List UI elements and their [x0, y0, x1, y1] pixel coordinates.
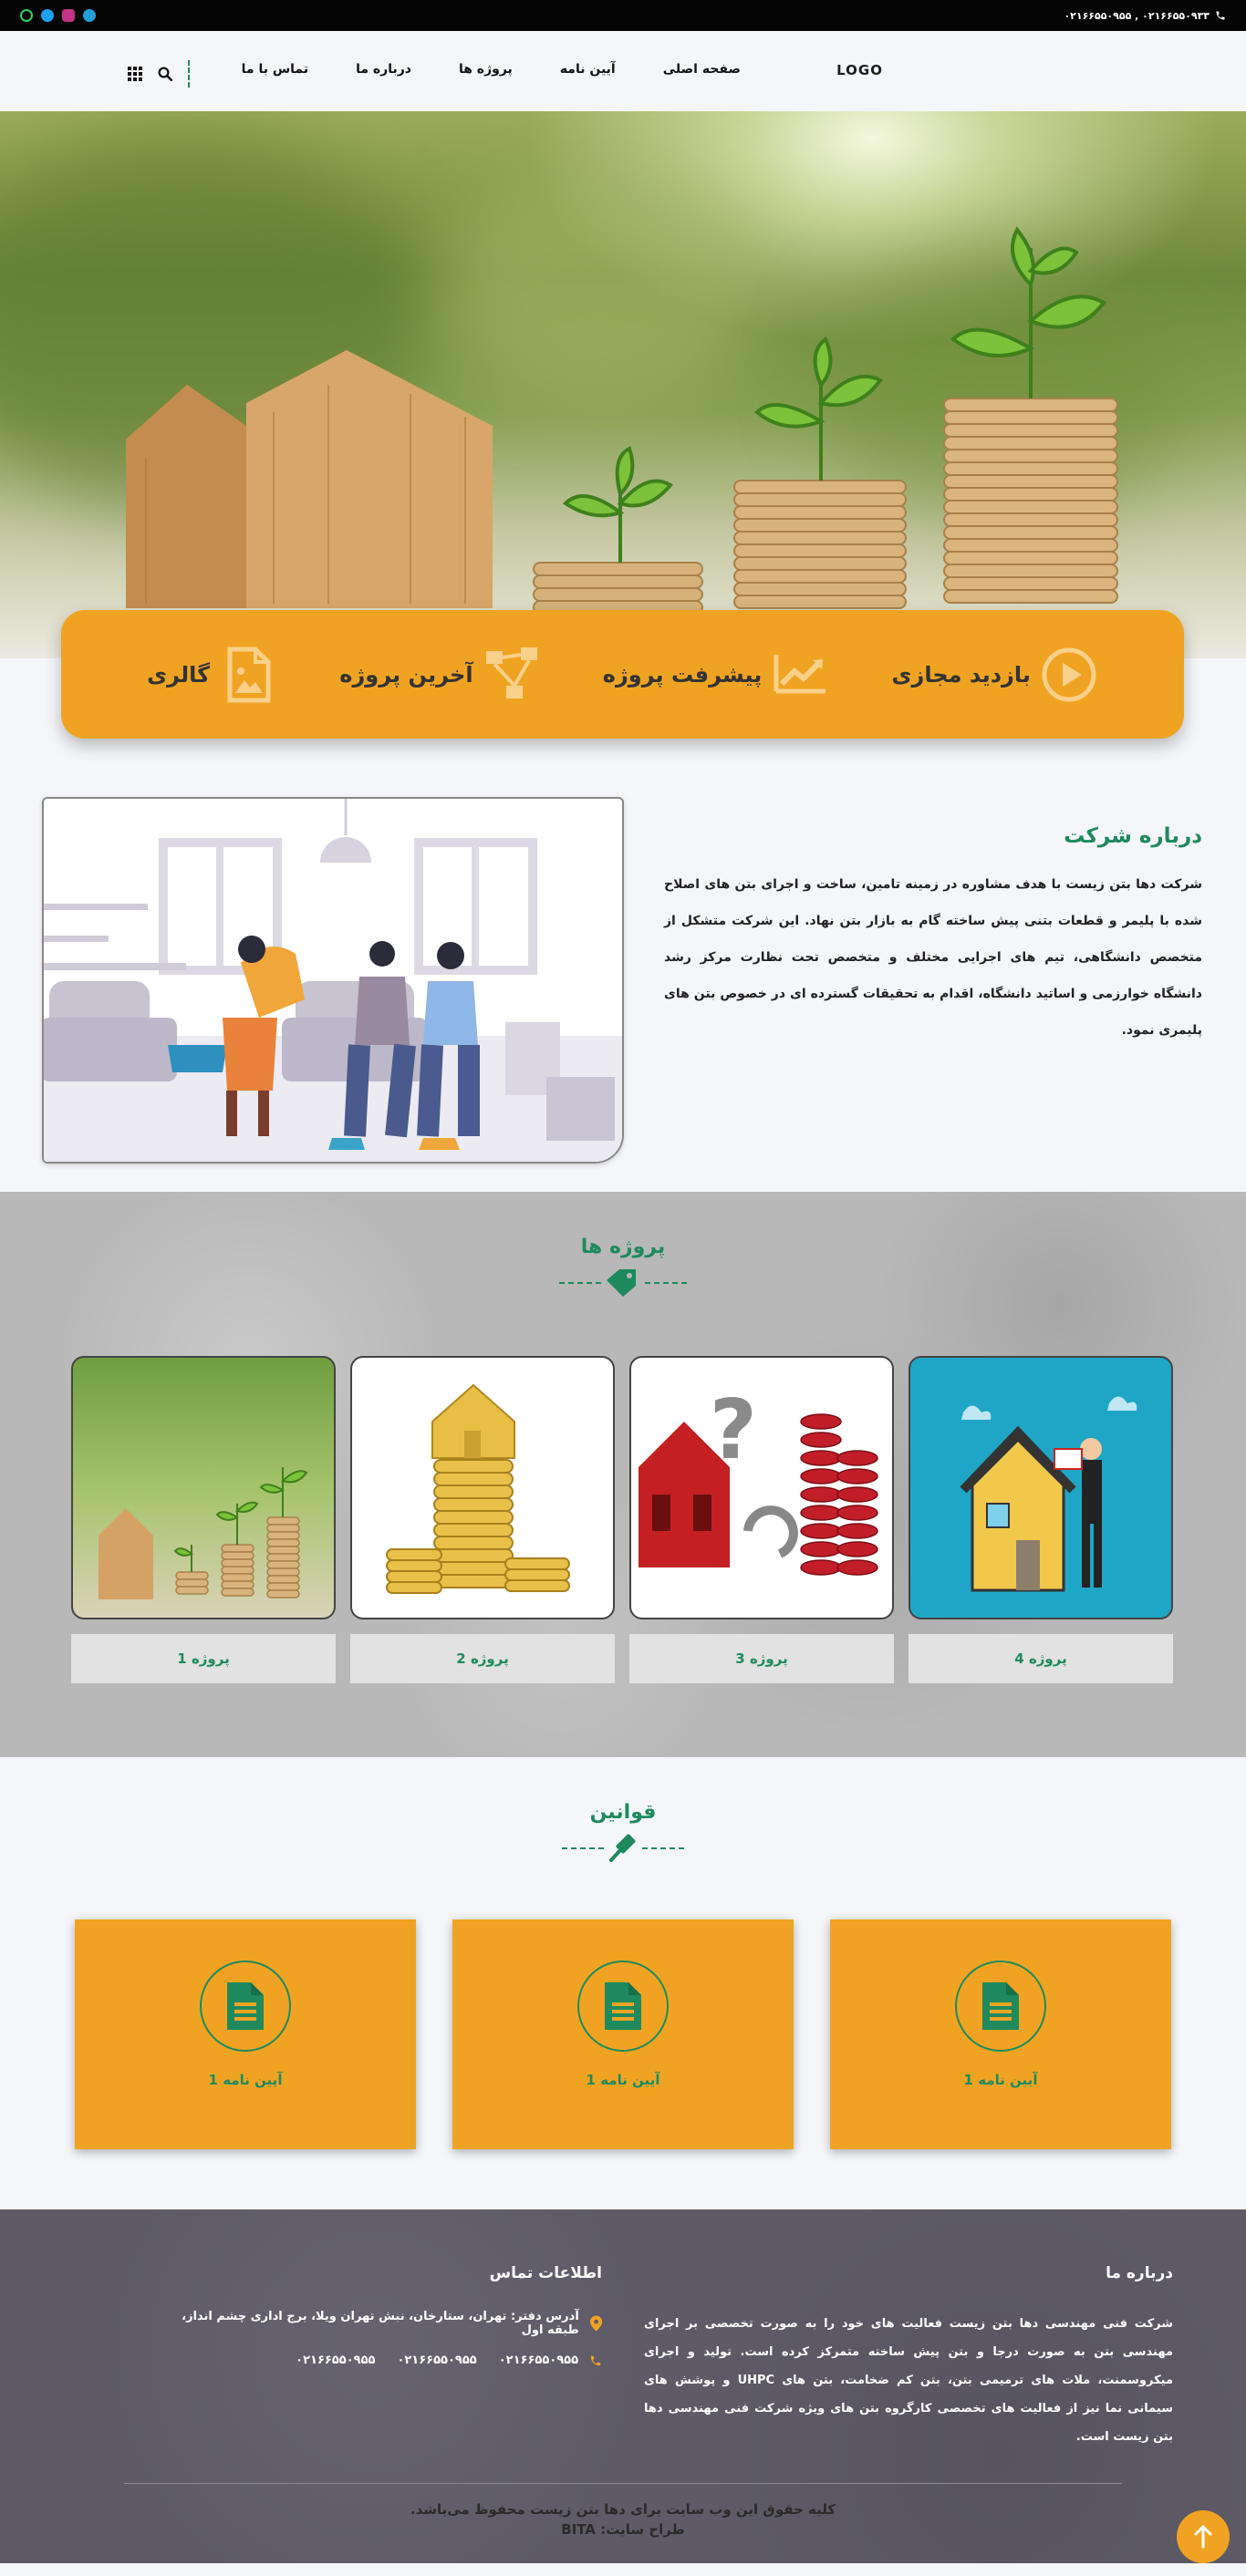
nav-tools	[128, 60, 190, 88]
nav-divider	[188, 60, 190, 88]
rule-icon-circle	[577, 1960, 669, 2052]
grid-menu-icon[interactable]	[128, 67, 142, 81]
project-image[interactable]	[629, 1356, 894, 1619]
footer-phone[interactable]: ۰۲۱۶۶۵۵۰۹۵۵	[296, 2354, 376, 2367]
project-card[interactable]	[909, 1356, 1173, 1683]
feature-virtual-tour-label: بازدید مجازی	[891, 661, 1031, 688]
top-bar	[0, 0, 1246, 31]
rule-label[interactable]: آیین نامه 1	[586, 2072, 660, 2088]
house-coins-image	[629, 1358, 892, 1619]
footer-phone[interactable]: ۰۲۱۶۶۵۵۰۹۵۵	[498, 2354, 578, 2367]
document-icon	[981, 1981, 1021, 2032]
twitter-icon[interactable]	[41, 9, 54, 22]
footer-copyright	[0, 2499, 1246, 2540]
project-label[interactable]: پروژه 1	[71, 1634, 336, 1683]
footer-phones	[146, 2354, 602, 2367]
house-coins-sprouts-image	[71, 1358, 334, 1619]
feature-progress-label: پیشرفت پروژه	[602, 661, 763, 688]
top-phone-numbers: ۰۲۱۶۶۵۵۰۹۳۳ , ۰۲۱۶۶۵۵۰۹۵۵	[1064, 9, 1210, 22]
project-card[interactable]	[629, 1356, 894, 1683]
project-label[interactable]: پروژه 4	[909, 1634, 1173, 1683]
document-icon	[603, 1981, 643, 2032]
projects-grid	[73, 1356, 1173, 1683]
top-phones	[1064, 10, 1226, 22]
rule-card[interactable]	[75, 1919, 416, 2149]
project-label[interactable]: پروژه 2	[350, 1634, 615, 1683]
social-links	[20, 9, 96, 22]
nav-item-regulations[interactable]: آیین نامه	[559, 62, 616, 77]
hero-illustration	[0, 111, 1246, 658]
rules-grid	[75, 1919, 1171, 2149]
footer-contact-title: اطلاعات تماس	[489, 2264, 602, 2282]
main-nav	[0, 31, 1246, 111]
instagram-icon[interactable]	[62, 9, 75, 22]
rule-icon-circle	[955, 1960, 1046, 2052]
logo[interactable]: LOGO	[836, 62, 883, 78]
footer-about-title: درباره ما	[1106, 2264, 1173, 2282]
scroll-to-top-button[interactable]	[1177, 2510, 1230, 2563]
project-card[interactable]	[71, 1356, 336, 1683]
footer-address	[146, 2310, 602, 2337]
nav-item-home[interactable]: صفحه اصلی	[662, 62, 741, 77]
project-card[interactable]	[350, 1356, 615, 1683]
rule-card[interactable]	[452, 1919, 794, 2149]
footer-divider	[124, 2483, 1122, 2484]
project-label[interactable]: پروژه 3	[629, 1634, 894, 1683]
nav-item-projects[interactable]: پروژه ها	[458, 62, 513, 77]
hero-banner	[0, 111, 1246, 658]
nav-menu	[242, 62, 741, 77]
rule-label[interactable]: آیین نامه 1	[963, 2072, 1038, 2088]
about-title: درباره شرکت	[1064, 824, 1202, 848]
footer-address-text: آدرس دفتر: تهران، ستارخان، نبش تهران ویلا، برج اداری چشم انداز، طبقه اول	[182, 2310, 579, 2337]
svg-text:?: ?	[709, 1382, 757, 1478]
tag-icon	[605, 1267, 641, 1298]
about-text: شرکت دها بتن زیست با هدف مشاوره در زمینه تامین، ساخت و اجرای بتن های اصلاح شده با پلیمر و قطعات بتنی پیش ساخته گام به بازار بتن نهاد. این شرکت متشکل از متخصص دانشگاهی، تیم های اجرایی مختلف و متخصص تحت نظارت مرکز رشد دانشگاه خوارزمی و اساتید دانشگاه، اقدام به تحقیقات گسترده ای در خصوص بتن های پلیمری نمود.	[664, 877, 1202, 1038]
phone-icon	[589, 2354, 602, 2367]
gold-house-coins-image	[350, 1358, 613, 1619]
location-pin-icon	[590, 2315, 602, 2332]
rule-icon-circle	[200, 1960, 291, 2052]
rules-title-decoration	[0, 1833, 1246, 1864]
arrow-up-icon	[1193, 2525, 1213, 2549]
footer-contact	[146, 2264, 602, 2384]
coin-stack-small	[534, 563, 702, 614]
project-image[interactable]	[909, 1356, 1173, 1619]
footer-about-text: شرکت فنی مهندسی دها بتن زیست فعالیت های خود را به صورت تخصصی بر اجرای مهندسی بتن به صورت درجا و بتن پیش ساخته متمرکز کرده است. تولید و اجرای میکروسمنت، ملات های ترمیمی بتن، بتن کم ضخامت، بتن های UHPC و پوشش های سیمانی نما نیز از فعالیت های تخصصی کارگروه بتن های ویژه شرکت فنی مهندسی دها بتن زیست است.	[644, 2317, 1173, 2444]
designer-credit: طراح سایت: BITA	[561, 2521, 685, 2538]
phone-icon	[1215, 10, 1226, 21]
projects-title-decoration	[0, 1267, 1246, 1298]
copyright-text: کلیه حقوق این وب سایت برای دها بتن زیست محفوظ می‌باشد.	[410, 2501, 836, 2518]
nav-item-about[interactable]: درباره ما	[356, 62, 411, 77]
about-section	[0, 658, 1246, 1192]
whatsapp-icon[interactable]	[20, 9, 33, 22]
telegram-icon[interactable]	[83, 9, 96, 22]
footer-phone[interactable]: ۰۲۱۶۶۵۵۰۹۵۵	[397, 2354, 477, 2367]
rule-card[interactable]	[830, 1919, 1171, 2149]
nav-item-contact[interactable]: تماس با ما	[241, 62, 309, 77]
project-image[interactable]	[71, 1356, 336, 1619]
document-icon	[225, 1981, 265, 2032]
about-illustration	[42, 797, 624, 1164]
feature-gallery-label: گالری	[147, 661, 211, 688]
coin-stack-tall	[944, 398, 1117, 603]
rule-label[interactable]: آیین نامه 1	[208, 2072, 283, 2088]
footer-about	[644, 2264, 1173, 2451]
rules-section	[0, 1757, 1246, 2209]
house-for-sale-image	[909, 1358, 1171, 1619]
feature-latest-project-label: آخرین پروژه	[339, 661, 473, 688]
gavel-icon	[607, 1833, 639, 1864]
people-illustration	[42, 799, 622, 1164]
rules-title: قوانین	[589, 1801, 657, 1824]
project-image[interactable]	[350, 1356, 615, 1619]
projects-title: پروژه ها	[580, 1236, 666, 1258]
footer	[0, 2209, 1246, 2563]
search-icon[interactable]	[157, 66, 173, 82]
projects-section	[0, 1192, 1246, 1757]
coin-stack-medium	[734, 481, 906, 608]
